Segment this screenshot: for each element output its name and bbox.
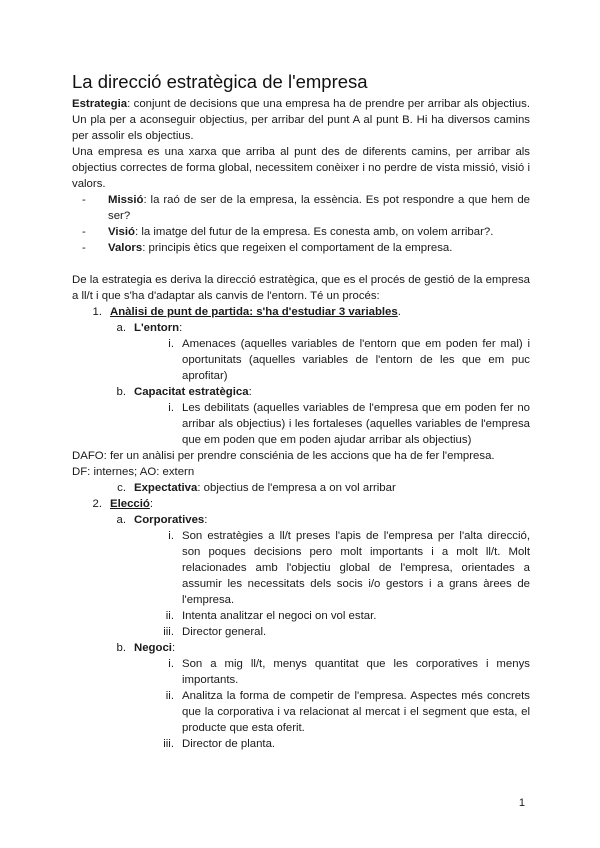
list-item: i. Son a mig ll/t, menys quantitat que les corporatives i menys importants. bbox=[168, 658, 530, 686]
corporatives-label: Corporatives bbox=[134, 514, 205, 526]
step-1-label: Anàlisi de punt de partida: s'ha d'estudiar 3 variables bbox=[110, 306, 398, 318]
estrategia-label: Estrategia bbox=[72, 98, 128, 110]
step-2: 2. Elecció: bbox=[72, 496, 530, 512]
list-item: ii. Analitza la forma de competir de l'empresa. Aspectes més concrets que la corporativa i va relacionat al mercat i el segment que esta, el producte que esta oferit. bbox=[165, 690, 530, 734]
visio-label: Visió bbox=[108, 226, 136, 238]
amenaces-text: Amenaces (aquelles variables de l'entorn que em poden fer mal) i oportunitats (aquelles variables de l'entorn de les que em puc aprofitar) bbox=[182, 338, 530, 382]
list-item: iii. Director de planta. bbox=[163, 738, 276, 750]
step-1-b-i: i. Les debilitats (aquelles variables de l'empresa que em poden fer no arribar als objectius) i les fortaleses (aquelles variables de l'empresa que em poden que em poden ajudar arribar als objectius) bbox=[168, 402, 530, 446]
list-item-missio bbox=[82, 192, 530, 224]
intro-paragraph: Una empresa es una xarxa que arriba al punt des de diferents camins, per arribar als objectius correctes de forma global, necessitem conèixer i no perdre de vista missió, visió i valors. bbox=[72, 146, 530, 190]
expectativa-text: : objectius de l'empresa a on vol arribar bbox=[197, 482, 396, 494]
step-1-c: c. Expectativa: objectius de l'empresa a on vol arribar bbox=[117, 482, 396, 494]
document-page bbox=[72, 70, 530, 752]
list-item: i. Son estratègies a ll/t preses l'apis de l'empresa per l'alta direcció, son poques decisions pero molt importants i a molt ll/t. Molt relacionades amb l'objectiu global de l'empresa, orientades a assumir les necessitats dels socis i/o gestors i a grans àrees de l'empresa. bbox=[168, 530, 530, 606]
step-2-b: b. Negoci: bbox=[116, 642, 176, 654]
entorn-label: L'entorn bbox=[134, 322, 180, 334]
list-marker: - bbox=[82, 226, 86, 238]
step-2-label: Elecció bbox=[110, 498, 150, 510]
page-title: La direcció estratègica de l'empresa bbox=[72, 71, 368, 92]
valors-text: : principis ètics que regeixen el comportament de la empresa. bbox=[142, 242, 453, 254]
step-1-b: b. Capacitat estratègica: bbox=[116, 386, 252, 398]
expectativa-label: Expectativa bbox=[134, 482, 198, 494]
step-1-a: a. L'entorn: bbox=[116, 322, 183, 334]
page-number: 1 bbox=[518, 797, 525, 809]
direccio-paragraph: De la estrategia es deriva la direcció estratègica, que es el procés de gestió de la empresa a ll/t i que s'ha d'adaptar als canvis de l'entorn. Té un procés: bbox=[72, 274, 530, 302]
debilitats-text: Les debilitats (aquelles variables de l'empresa que em poden fer no arribar als objectius) i les fortaleses (aquelles variables de l'empresa que em poden que em poden ajudar arribar als objectius) bbox=[182, 402, 530, 446]
estrategia-text: : conjunt de decisions que una empresa ha de prendre per arribar als objectius. Un pla per a aconseguir objectius, per arribar del punt A al punt B. Hi ha diversos camins per assolir els objectius. bbox=[72, 98, 530, 142]
step-2-a: a. Corporatives: bbox=[116, 514, 208, 526]
missio-label: Missió bbox=[108, 194, 144, 206]
list-item-visio bbox=[82, 224, 530, 240]
estrategia-definition bbox=[72, 96, 530, 144]
list-marker: - bbox=[82, 242, 86, 254]
list-marker: - bbox=[82, 194, 86, 206]
list-item-valors bbox=[82, 240, 530, 256]
valors-label: Valors bbox=[108, 242, 143, 254]
visio-text: : la imatge del futur de la empresa. Es conesta amb, on volem arribar?. bbox=[135, 226, 494, 238]
step-1: 1. Anàlisi de punt de partida: s'ha d'estudiar 3 variables. bbox=[72, 304, 530, 320]
missio-text: : la raó de ser de la empresa, la essència. Es pot respondre a que hem de ser? bbox=[108, 194, 530, 222]
capacitat-label: Capacitat estratègica bbox=[134, 386, 249, 398]
dafo-line: DAFO: fer un anàlisi per prendre consciénia de les accions que ha de fer l'empresa. bbox=[72, 450, 495, 462]
step-1-marker: 1. bbox=[92, 306, 102, 318]
df-line: DF: internes; AO: extern bbox=[72, 466, 195, 478]
negoci-label: Negoci bbox=[134, 642, 172, 654]
list-item: iii. Director general. bbox=[163, 626, 267, 638]
step-2-marker: 2. bbox=[92, 498, 102, 510]
step-1-a-i: i. Amenaces (aquelles variables de l'entorn que em poden fer mal) i oportunitats (aquelles variables de l'entorn de les que em puc aprofitar) bbox=[168, 338, 530, 382]
list-item: ii. Intenta analitzar el negoci on vol estar. bbox=[165, 610, 377, 622]
